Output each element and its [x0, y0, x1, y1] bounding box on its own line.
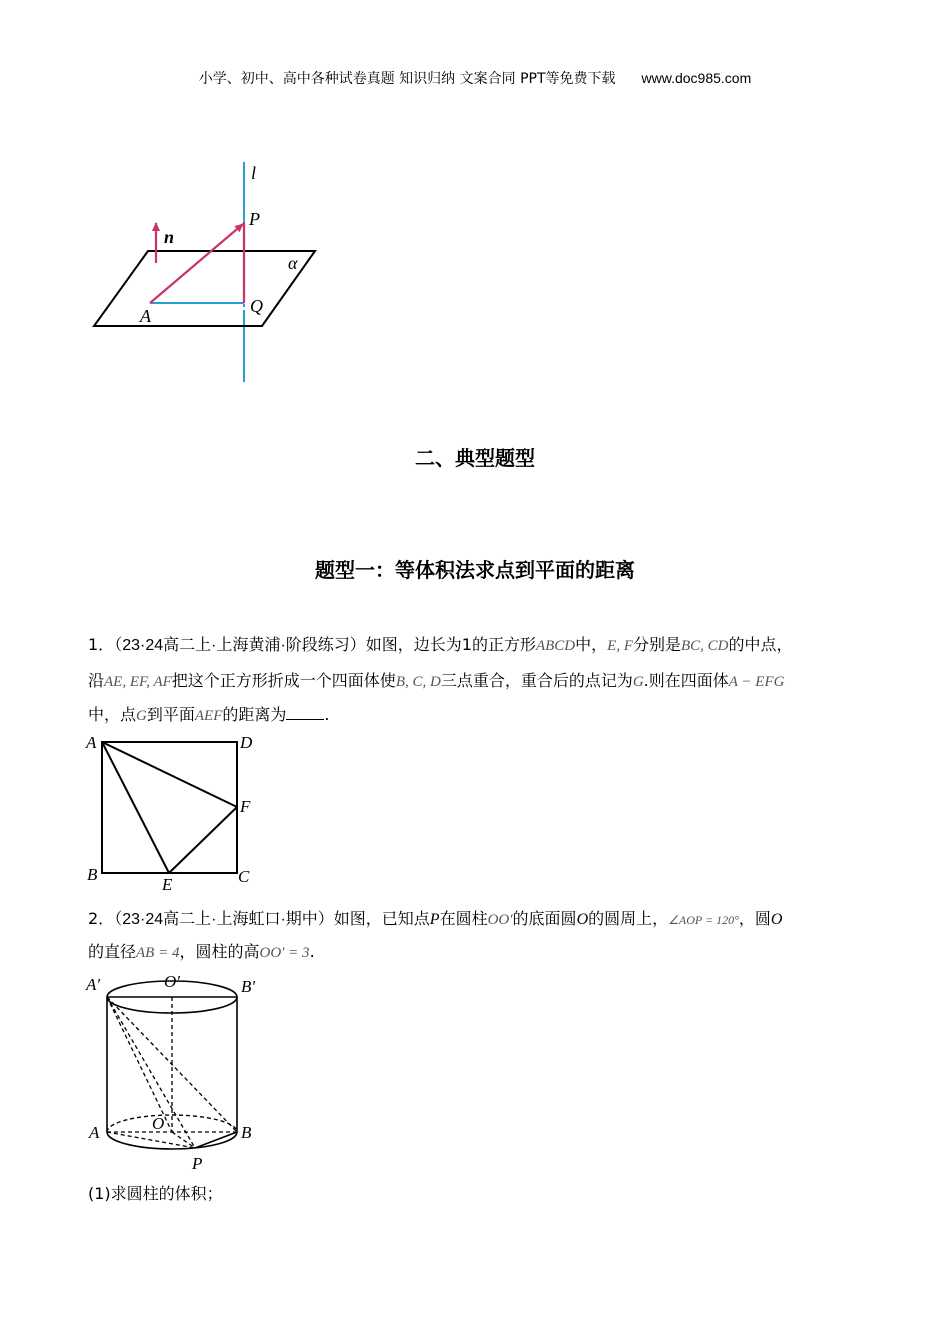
label-B: B [87, 865, 98, 884]
label-A-prime: A′ [86, 975, 101, 994]
q2-text: 的底面圆 [512, 909, 577, 928]
figure-point-plane-distance [80, 150, 340, 390]
math-O: O [770, 911, 783, 928]
q2-source: （23·24高二上·上海虹口·期中） [114, 911, 334, 928]
type1-title: 题型一：等体积法求点到平面的距离 [315, 558, 635, 582]
label-C: C [238, 867, 250, 886]
label-P: P [249, 209, 260, 229]
q2-text: 在圆柱 [439, 909, 488, 928]
label-P: P [192, 1154, 203, 1173]
q2-line1 [88, 908, 782, 931]
q1-source: （23·24高二上·上海黄浦·阶段练习） [114, 637, 366, 654]
math-height-eq-3: OO′ = 3 [259, 945, 310, 961]
math-G: G [632, 674, 644, 690]
q2-text: 的圆周上， [588, 909, 669, 928]
q1-text: . [324, 705, 330, 724]
math-angle-AOP: ∠AOP = 120° [668, 913, 739, 927]
segment-AF [102, 742, 237, 807]
segment-Ap-P [107, 997, 195, 1148]
q2-text: 的直径 [88, 942, 137, 961]
label-O: O [152, 1114, 165, 1133]
header-text: 小学、初中、高中各种试卷真题 知识归纳 文案合同 PPT等免费下载 [198, 71, 616, 87]
label-D: D [240, 733, 253, 752]
segment-Ap-O [107, 997, 172, 1132]
math-EF: E, F [607, 638, 633, 654]
q1-line1 [88, 634, 793, 657]
math-BCD: B, C, D [395, 674, 441, 690]
segment-AE [102, 742, 169, 873]
section-title: 二、典型题型 [415, 446, 535, 470]
page-header [0, 68, 950, 88]
q1-text: 中，点 [88, 705, 137, 724]
q1-text: 的中点， [728, 635, 793, 654]
label-A: A [86, 733, 97, 752]
q1-text: 到平面 [146, 705, 195, 724]
answer-blank[interactable] [286, 705, 324, 720]
math-P: P [429, 911, 440, 928]
label-alpha: α [288, 253, 298, 273]
label-B-prime: B′ [241, 977, 256, 996]
q2-text: 如图，已知点 [333, 909, 430, 928]
math-AB-eq-4: AB = 4 [136, 945, 180, 961]
q2-text: ，圆柱的高 [179, 942, 260, 961]
q1-text: 分别是 [632, 635, 681, 654]
label-l: l [251, 163, 257, 183]
plane-alpha [94, 251, 315, 326]
q1-text: 如图，边长为1的正方形 [365, 635, 536, 654]
q2-text: . [309, 942, 315, 961]
math-OO-prime: OO′ [487, 912, 513, 928]
math-ABCD: ABCD [535, 638, 576, 654]
q1-text: 的距离为 [222, 705, 287, 724]
math-fold-lines: AE, EF, AF [104, 674, 172, 690]
label-n: n [164, 227, 175, 247]
q1-line2 [88, 670, 784, 693]
q2-sub1: (1)求圆柱的体积； [88, 1184, 223, 1203]
q1-text: 把这个正方形折成一个四面体使 [171, 671, 396, 690]
label-O-prime: O′ [164, 972, 180, 991]
math-AEF: AEF [194, 708, 223, 724]
square-ABCD [102, 742, 237, 873]
q2-number: 2． [88, 909, 115, 928]
label-E: E [162, 875, 173, 894]
label-A: A [89, 1123, 100, 1142]
q2-line2 [88, 941, 315, 964]
q1-text: 中， [575, 635, 608, 654]
math-G: G [136, 708, 147, 724]
q1-text: 三点重合，重合后的点记为 [440, 671, 633, 690]
q1-line3 [88, 704, 329, 727]
math-BC-CD: BC, CD [681, 638, 729, 654]
q1-number: 1． [88, 635, 115, 654]
header-site: www.doc985.com [641, 70, 752, 86]
bottom-circle-front [107, 1132, 237, 1149]
q2-text: ，圆 [738, 909, 771, 928]
figure-cylinder [80, 970, 280, 1175]
label-B: B [241, 1123, 252, 1142]
figure-square-fold [80, 730, 270, 895]
q1-text: .则在四面体 [643, 671, 729, 690]
segment-EF [169, 807, 237, 873]
label-A: A [140, 306, 151, 326]
label-Q: Q [250, 296, 263, 316]
q1-text: 沿 [88, 671, 105, 690]
math-A-EFG: A − EFG [728, 674, 785, 690]
segment-AP [107, 1132, 195, 1148]
label-F: F [240, 797, 251, 816]
math-O: O [576, 911, 589, 928]
